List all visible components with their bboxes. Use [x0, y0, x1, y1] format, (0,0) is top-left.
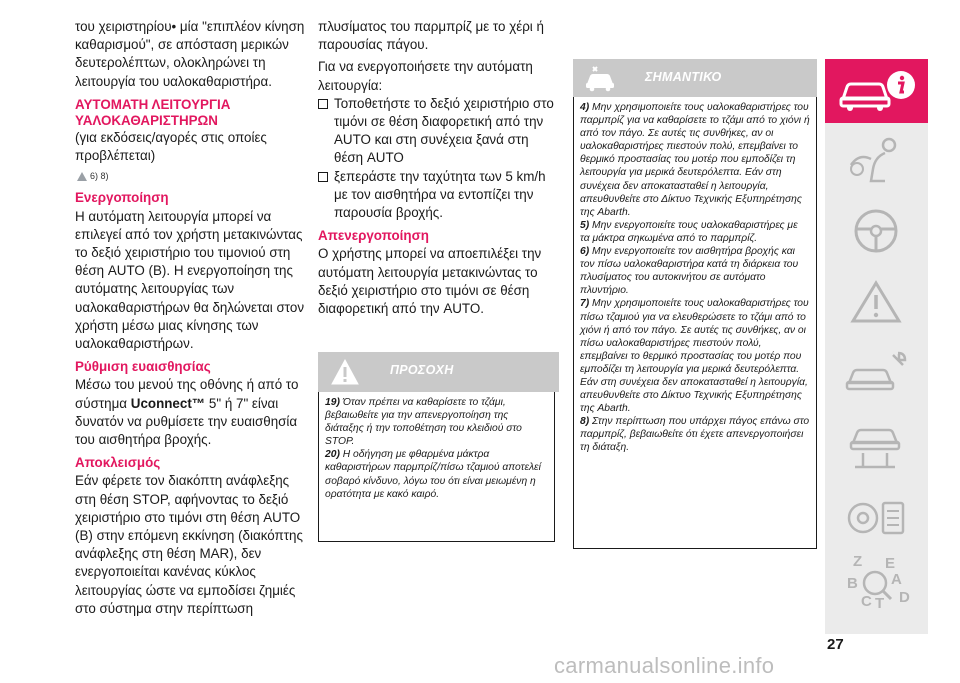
chapter-sidebar — [825, 59, 928, 634]
sensitivity-heading: Ρύθμιση ευαισθησίας — [75, 359, 211, 375]
column-2 — [318, 18, 558, 318]
warning-item-number: 19) — [325, 397, 340, 408]
note-item-number: 4) — [580, 102, 590, 113]
intro-text: του χειριστηρίου• μία "επιπλέον κίνηση καθαρισμού", σε απόσταση μερικών δευτερολέπτων, ολοκληρώνει τη λειτουργία του υαλοκαθαριστήρα. — [75, 19, 305, 89]
car-info-icon — [835, 69, 919, 113]
continued-text: πλυσίματος του παρμπρίζ με το χέρι ή παρουσίας πάγου. — [318, 19, 544, 53]
step-2 — [318, 168, 558, 223]
auto-heading-line2: ΥΑΛΟΚΑΘΑΡΙΣΤΗΡΩΝ — [75, 112, 218, 128]
warning-title: ΠΡΟΣΟΧΗ — [390, 363, 454, 377]
deactivation-text: Ο χρήστης μπορεί να αποεπιλέξει την αυτόματη λειτουργία μετακινώντας το δεξιό χειριστήριο στο τιμόνι σε θέση διαφορετική από την AUTO. — [318, 246, 542, 317]
warning-triangle-icon — [77, 172, 87, 181]
warning-item-20 — [325, 448, 548, 500]
index-letter: E — [885, 555, 896, 572]
sensitivity-text-pre: Μέσω του μενού της οθόνης ή από το σύστημα — [75, 377, 299, 411]
technical-data-icon[interactable] — [843, 493, 909, 543]
note-item-text: Στην περίπτωση που υπάρχει πάγος επάνω στο παρμπρίζ, βεβαιωθείτε ότι έχετε απενεργοποιήσει τη διάταξη. — [580, 416, 810, 454]
auto-heading-line1: ΑΥΤΟΜΑΤΗ ΛΕΙΤΟΥΡΓΙΑ — [75, 96, 231, 112]
index-letter: C — [861, 593, 872, 610]
checkbox-bullet-icon — [318, 172, 328, 182]
note-item-6 — [580, 245, 810, 297]
step-1 — [318, 95, 558, 168]
warning-item-19 — [325, 396, 548, 448]
warning-triangle-icon — [330, 358, 360, 386]
important-body — [573, 97, 817, 549]
note-item-text: Μην ενεργοποιείτε τον αισθητήρα βροχής και τον πίσω υαλοκαθαριστήρα κατά τη διάρκεια του πλυσίματος του αυτοκινήτου σε αυτόματο πλυντήριο. — [580, 246, 799, 297]
wrench-car-icon[interactable] — [843, 349, 909, 399]
sensitivity-text-post: 5" ή 7" είναι δυνατόν να ρυθμίσετε την ευαισθησία του αισθητήρα βροχής. — [75, 395, 298, 448]
note-item-7 — [580, 297, 810, 415]
note-item-number: 8) — [580, 416, 590, 428]
index-letter: Z — [853, 553, 863, 570]
car-service-icon — [583, 64, 617, 92]
airbag-safety-icon[interactable] — [845, 135, 907, 187]
note-item-text: Μην χρησιμοποιείτε τους υαλοκαθαριστήρες του πίσω τζαμιού για να ελευθερώσετε το τζάμι από το χιόνι ή από τον πάγο. Σε αυτές τις συνθήκες, αν οι πίσω υαλοκαθαριστήρες πιεστούν πολύ, επεμβαίνει το θερμικό προστασίας του μοτέρ που εμποδίζει τη λειτουργία για μερικά δευτερόλεπτα. Εάν στη συνέχεια δεν αποκατασταθεί η λειτουργία, απευθυνθείτε στο Δίκτυο Τεχνικής Εξυπηρέτησης της Abarth. — [580, 298, 809, 415]
warning-reference — [77, 167, 309, 185]
lockout-heading: Αποκλεισμός — [75, 455, 161, 471]
note-item-number: 7) — [580, 298, 590, 310]
important-header — [573, 59, 817, 97]
note-item-number: 5) — [580, 219, 590, 231]
warning-item-text: Η οδήγηση με φθαρμένα μάκτρα καθαριστήρων παρμπρίζ/πίσω τζαμιού αποτελεί σοβαρό κίνδυνο, λόγω του ότι είναι μειωμένη η ορατότητα με κακό καιρό. — [325, 449, 541, 500]
step-1-text: Τοποθετήστε το δεξιό χειριστήριο στο τιμόνι σε θέση διαφορετική από την AUTO και στη συνέχεια ξανά στη θέση AUTO — [334, 95, 554, 166]
reference-numbers: 6) 8) — [90, 171, 109, 182]
activation-text: Η αυτόματη λειτουργία μπορεί να επιλεγεί από τον χρήστη μετακινώντας το δεξιό χειριστήριο του τιμονιού στη θέση AUTO (B). Η ενεργοποίηση της αυτόματης λειτουργίας των υαλοκαθαριστήρων θα δηλώνεται στον χρήστη μέσω μιας κίνησης των υαλοκαθαριστήρων. — [75, 208, 305, 352]
alphabetical-index-icon[interactable] — [845, 553, 911, 613]
index-letter: A — [891, 571, 902, 588]
activate-intro: Για να ενεργοποιήσετε την αυτόματη λειτουργία: — [318, 59, 533, 93]
activation-heading: Ενεργοποίηση — [75, 190, 169, 206]
important-title: ΣΗΜΑΝΤΙΚΟ — [645, 70, 722, 84]
warning-body — [318, 392, 555, 542]
chapter-tab-dashboard[interactable] — [825, 59, 928, 123]
column-1 — [75, 18, 309, 618]
lockout-text: Εάν φέρετε τον διακόπτη ανάφλεξης στη θέση STOP, αφήνοντας το δεξιό χειριστήριο στο τιμόνι στη θέση AUTO (B) στην επόμενη εκκίνηση (διακόπτης ανάφλεξης στη θέση MAR), δεν ενεργοποιείται κανένας κύκλος λειτουργίας ώστε να εμποδίσει ζημιές στο σύστημα στην περίπτωση — [75, 473, 303, 616]
warning-dashboard-icon[interactable] — [843, 277, 909, 327]
warning-item-text: Όταν πρέπει να καθαρίσετε το τζάμι, βεβαιωθείτε για την απενεργοποίηση της διάταξης ή την τοποθέτηση του κλειδιού στο STOP. — [325, 397, 522, 448]
auto-note: (για εκδόσεις/αγορές στις οποίες προβλέπεται) — [75, 129, 267, 164]
steering-wheel-icon[interactable] — [843, 207, 909, 255]
watermark: carmanualsonline.info — [554, 653, 775, 678]
warning-item-number: 20) — [325, 449, 340, 461]
note-item-4 — [580, 101, 810, 219]
magnifier-icon — [845, 553, 911, 613]
note-item-text: Μην χρησιμοποιείτε τους υαλοκαθαριστήρες του παρμπρίζ για να καθαρίσετε το τζάμι από το χιόνι ή από τον πάγο. Σε αυτές τις συνθήκες, αν οι υαλοκαθαριστήρες πιεστούν πολύ, επεμβαίνει το θερμικό προστασίας του μοτέρ που εμποδίζει τη λειτουργία για μερικά δευτερόλεπτα. Εάν στη συνέχεια δεν αποκατασταθεί η λειτουργία, απευθυνθείτε στο Δίκτυο Τεχνικής Εξυπηρέτησης της Abarth. — [580, 102, 810, 218]
note-item-text: Μην ενεργοποιείτε τους υαλοκαθαριστήρες με τα μάκτρα σηκωμένα από το παρμπρίζ. — [580, 219, 798, 244]
note-item-number: 6) — [580, 246, 590, 258]
checkbox-bullet-icon — [318, 99, 328, 109]
index-letter: B — [847, 575, 858, 592]
warning-header — [318, 352, 559, 392]
uconnect-label: Uconnect™ — [130, 395, 206, 411]
note-item-5 — [580, 219, 810, 245]
deactivation-heading: Απενεργοποίηση — [318, 228, 429, 244]
note-item-8 — [580, 415, 810, 454]
page-number: 27 — [827, 636, 844, 653]
sensitivity-text — [75, 376, 309, 449]
step-2-text: ξεπεράστε την ταχύτητα των 5 km/h με τον αισθητήρα να εντοπίζει την παρουσία βροχής. — [334, 168, 546, 221]
index-letter: T — [875, 595, 885, 612]
car-lift-icon[interactable] — [843, 421, 909, 471]
index-letter: D — [899, 589, 910, 606]
